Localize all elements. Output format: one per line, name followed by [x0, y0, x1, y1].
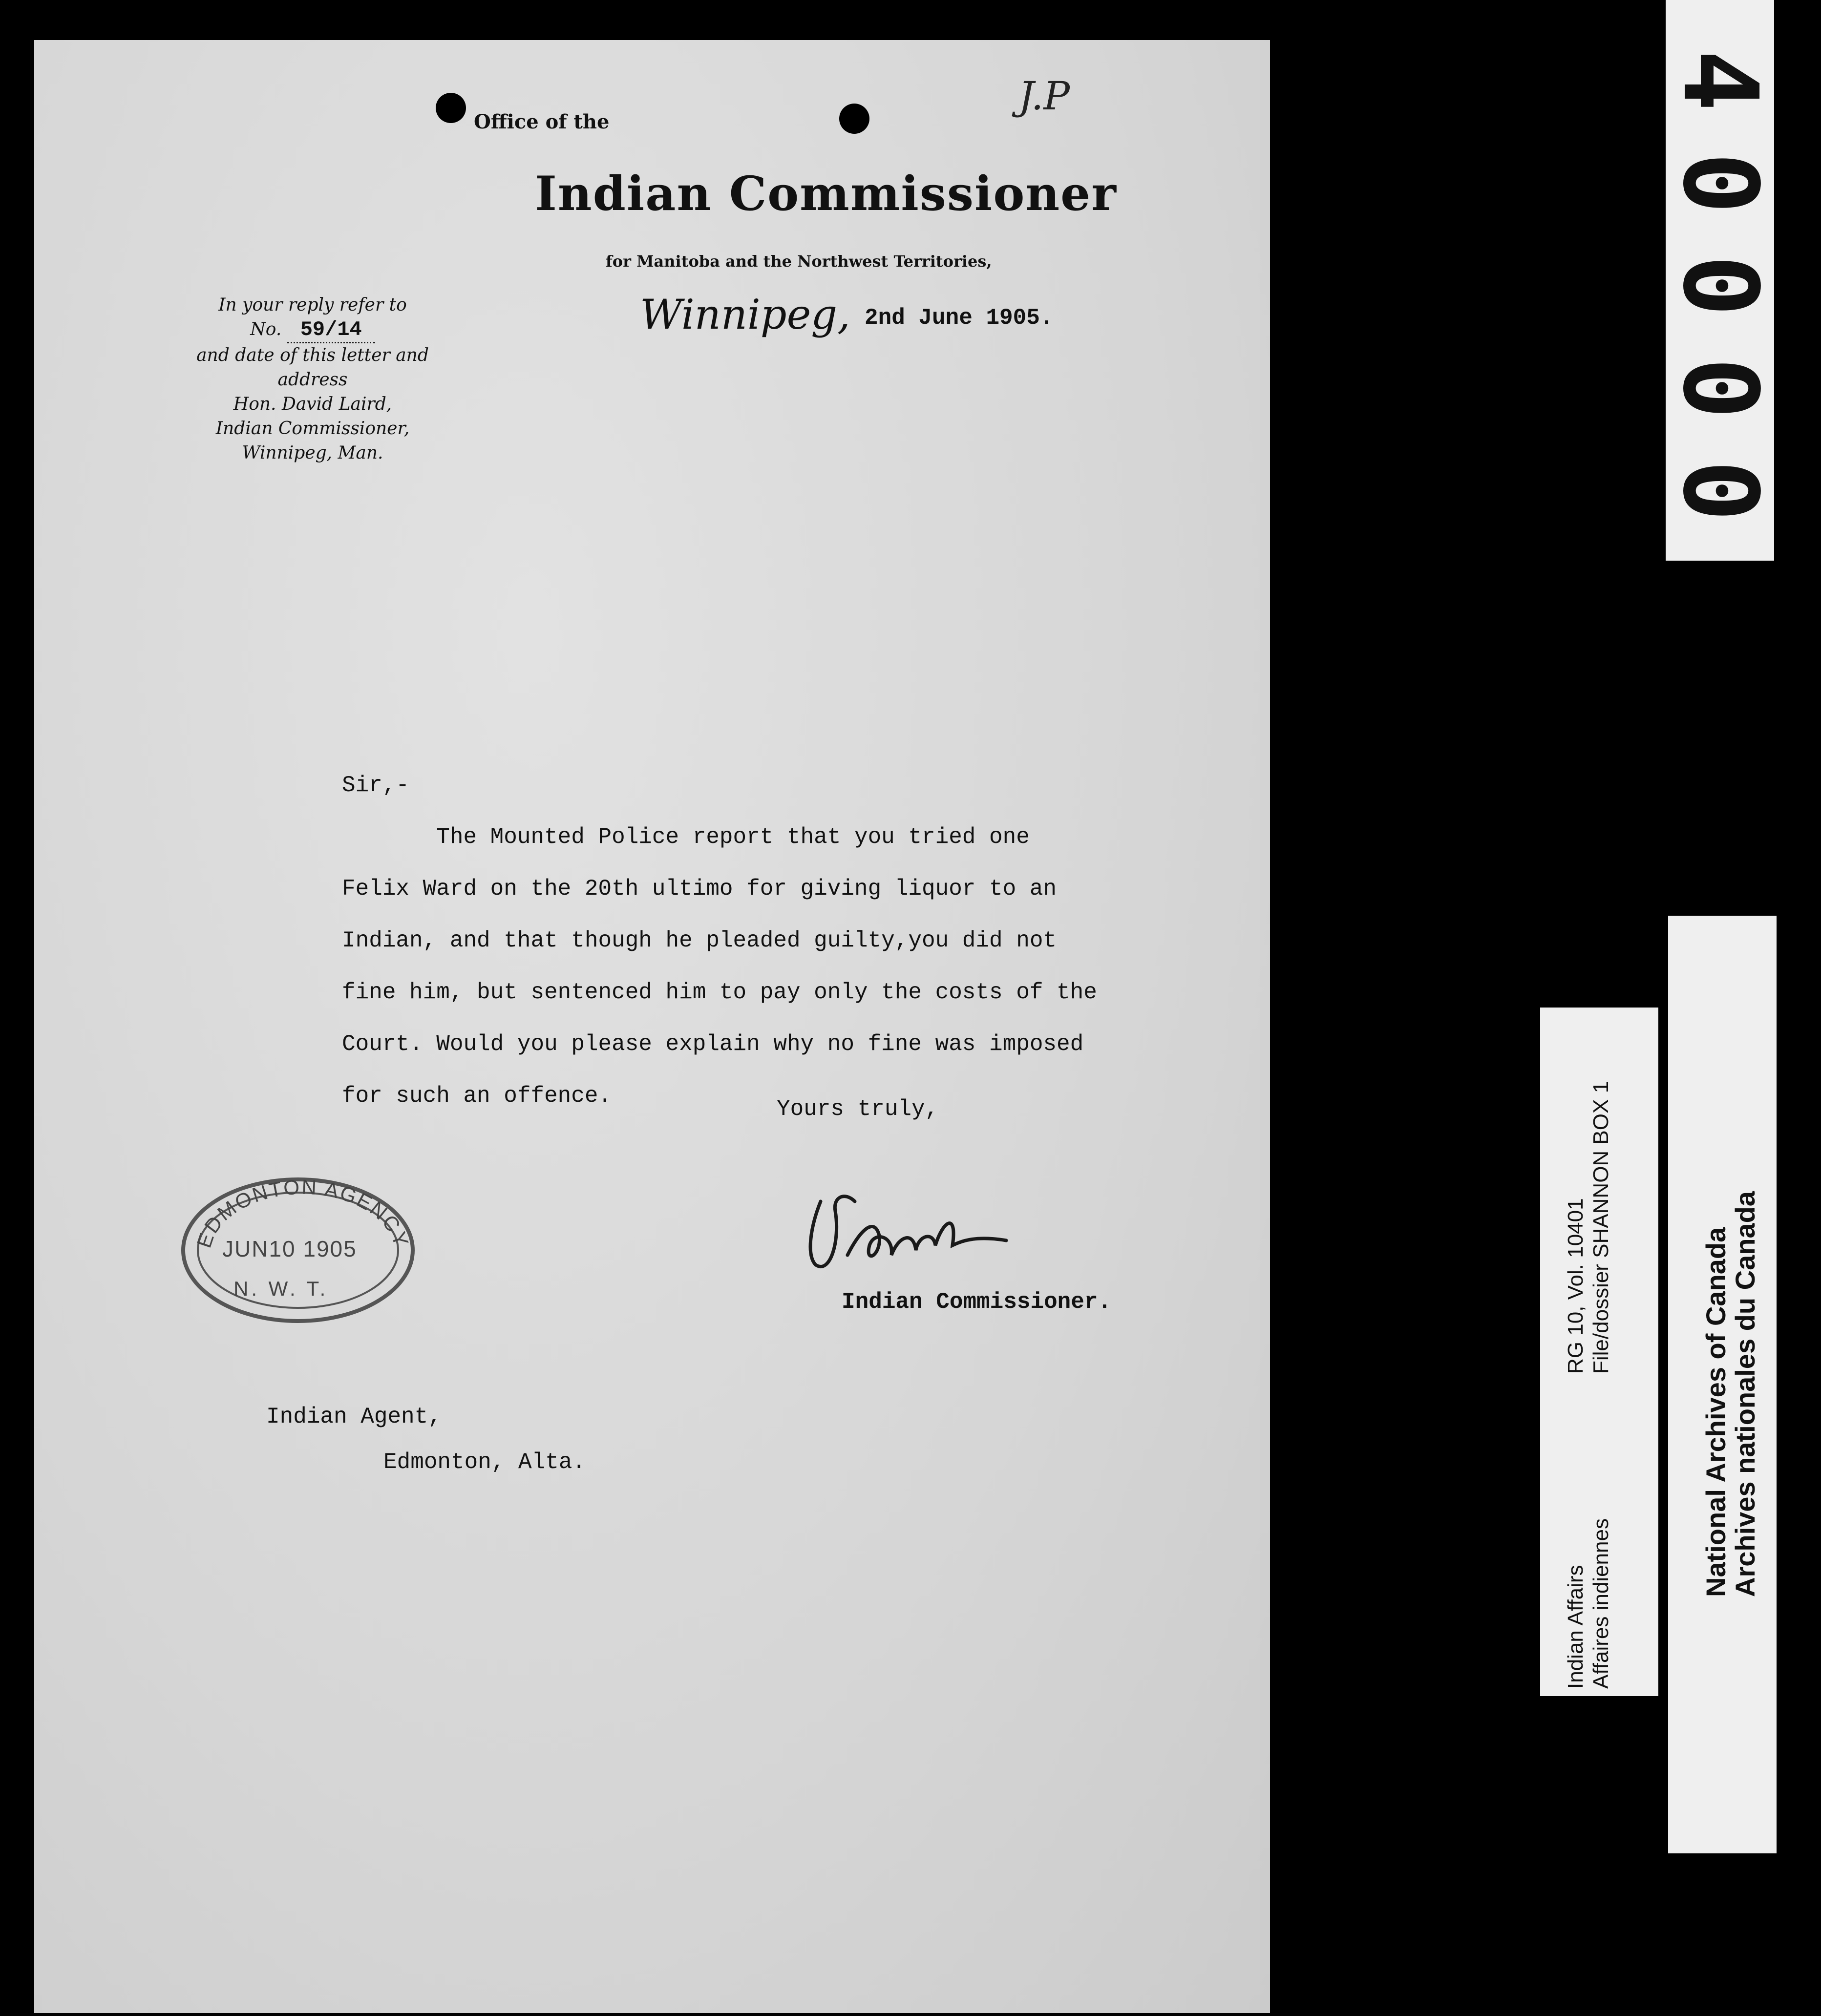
reply-line-6: Indian Commissioner,: [215, 419, 410, 439]
reply-line-7: Winnipeg, Man.: [242, 443, 383, 463]
label-line-3: RG 10, Vol. 10401: [1564, 1198, 1588, 1374]
archive-name-fr: Archives nationales du Canada: [1730, 1191, 1760, 1597]
label-line-2: Affaires indiennes: [1589, 1518, 1613, 1689]
stamp-region: N. W. T.: [233, 1277, 329, 1300]
stamp-date: JUN10 1905: [222, 1236, 357, 1261]
letterhead-place: Winnipeg,: [640, 291, 850, 338]
frame-counter-digit: 0: [1660, 254, 1780, 317]
reply-reference-block: [176, 293, 449, 465]
archive-reference-label: [1540, 1008, 1658, 1696]
reply-line-4: address: [277, 370, 348, 390]
frame-counter-digit: 0: [1660, 460, 1780, 522]
label-line-4: File/dossier SHANNON BOX 1: [1589, 1081, 1613, 1374]
body-line: Indian, and that though he pleaded guilty,you did not: [342, 928, 1057, 953]
letterhead-title: Indian Commissioner: [535, 166, 1117, 221]
reply-line-3: and date of this letter and: [196, 345, 429, 365]
letter-body: [342, 759, 1202, 1122]
signature: [801, 1182, 1045, 1280]
reply-reference-number: 59/14: [287, 317, 375, 343]
salutation: Sir,-: [342, 773, 410, 798]
archive-name-en: National Archives of Canada: [1700, 1227, 1731, 1597]
handwritten-initials: J.P: [1018, 73, 1070, 119]
closing: Yours truly,: [777, 1096, 939, 1122]
letter-date: 2nd June 1905.: [865, 305, 1054, 331]
frame-counter-digit: 4: [1660, 49, 1780, 112]
stamp-arc-text: EDMONTON AGENCY: [192, 1175, 414, 1251]
body-line: Court. Would you please explain why no fine was imposed: [342, 1031, 1084, 1057]
punch-hole-right: [839, 104, 869, 134]
reply-no-label: No.: [250, 319, 282, 339]
frame-counter-digit: 0: [1660, 357, 1780, 420]
signature-title: Indian Commissioner.: [842, 1289, 1112, 1315]
reply-line-1: In your reply refer to: [218, 295, 407, 315]
archive-name-label: [1668, 916, 1777, 1853]
addressee-line-2: Edmonton, Alta.: [383, 1449, 586, 1475]
punch-hole-left: [436, 93, 466, 123]
body-line: Felix Ward on the 20th ultimo for giving liquor to an: [342, 876, 1057, 902]
reply-line-5: Hon. David Laird,: [233, 394, 392, 414]
body-line: for such an offence.: [342, 1083, 612, 1109]
body-line: fine him, but sentenced him to pay only the costs of the: [342, 980, 1097, 1005]
frame-counter-digit: 0: [1660, 152, 1780, 214]
letterhead-office-of: Office of the: [474, 110, 610, 133]
frame-counter: [1660, 0, 1780, 561]
label-line-1: Indian Affairs: [1564, 1565, 1588, 1689]
letterhead-subtitle: for Manitoba and the Northwest Territories,: [606, 252, 992, 271]
addressee-line-1: Indian Agent,: [266, 1404, 442, 1429]
body-line: The Mounted Police report that you tried one: [342, 824, 1030, 850]
